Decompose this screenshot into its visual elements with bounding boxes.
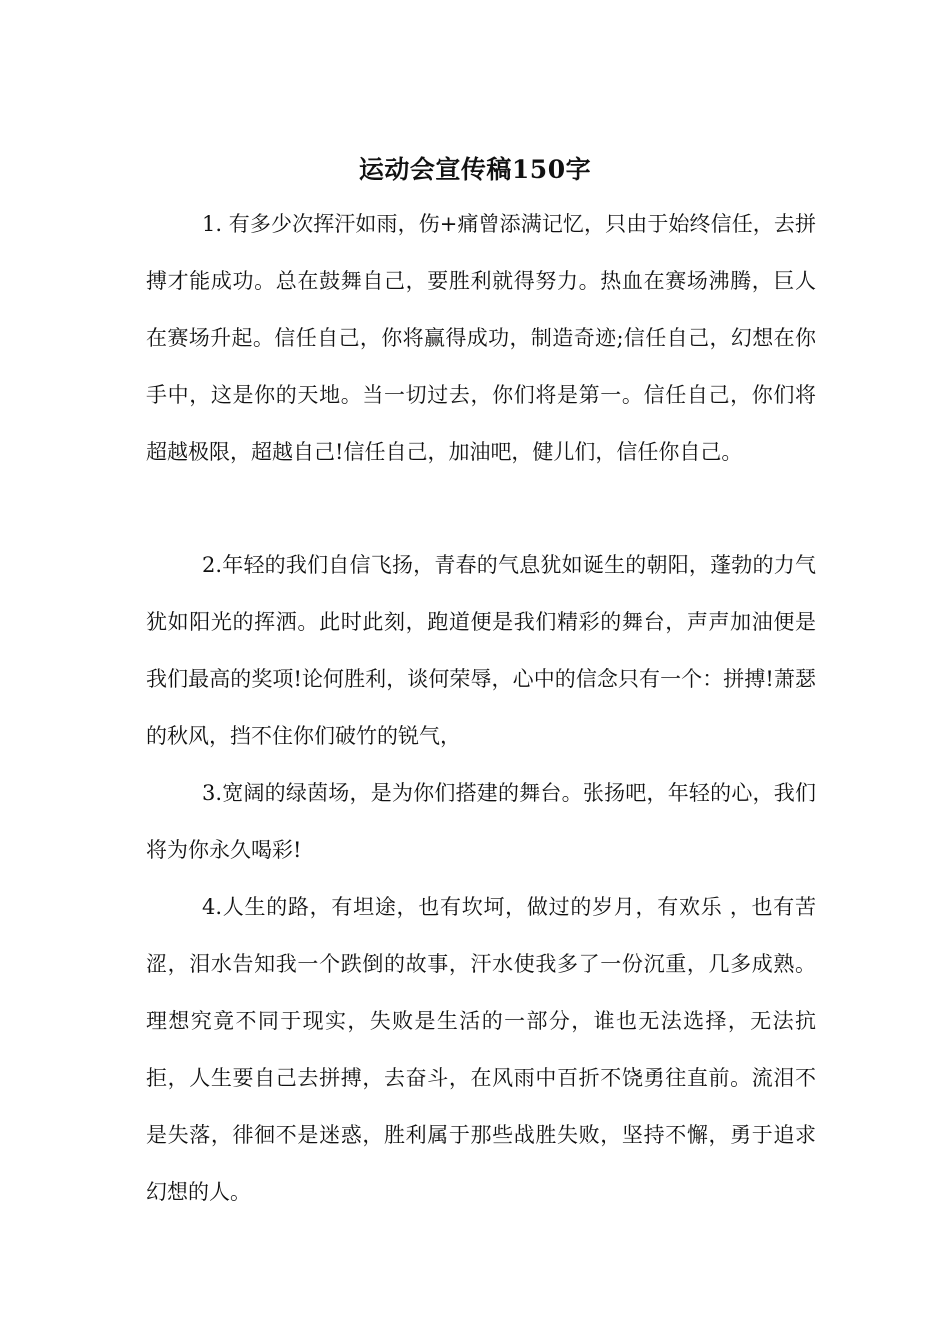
paragraph-2: 2.年轻的我们自信飞扬，青春的气息犹如诞生的朝阳，蓬勃的力气犹如阳光的挥洒。此时此刻，跑道便是我们精彩的舞台，声声加油便是我们最高的奖项!论何胜利，谈何荣辱，心中的信念只有一个：拼搏!萧瑟的秋风，挡不住你们破竹的锐气，: [146, 553, 816, 748]
document-title: 运动会宣传稿150字: [358, 154, 592, 184]
paragraph-1: 1. 有多少次挥汗如雨，伤+痛曾添满记忆，只由于始终信任，去拼搏才能成功。总在鼓舞自己，要胜利就得努力。热血在赛场沸腾，巨人在赛场升起。信任自己，你将赢得成功，制造奇迹;信任自己，幻想在你手中，这是你的天地。当一切过去，你们将是第一。信任自己，你们将超越极限，超越自己!信任自己，加油吧，健儿们，信任你自己。: [146, 212, 816, 464]
paragraph-4: 4.人生的路，有坦途，也有坎坷，做过的岁月，有欢乐 ，也有苦涩，泪水告知我一个跌倒的故事，汗水使我多了一份沉重，几多成熟。理想究竟不同于现实，失败是生活的一部分，谁也无法选择，无法抗拒，人生要自己去拼搏，去奋斗，在风雨中百折不饶勇往直前。流泪不是失落，徘徊不是迷惑，胜利属于那些战胜失败，坚持不懈，勇于追求幻想的人。: [146, 895, 816, 1204]
paragraph-3: 3.宽阔的绿茵场，是为你们搭建的舞台。张扬吧，年轻的心，我们将为你永久喝彩!: [146, 781, 816, 862]
